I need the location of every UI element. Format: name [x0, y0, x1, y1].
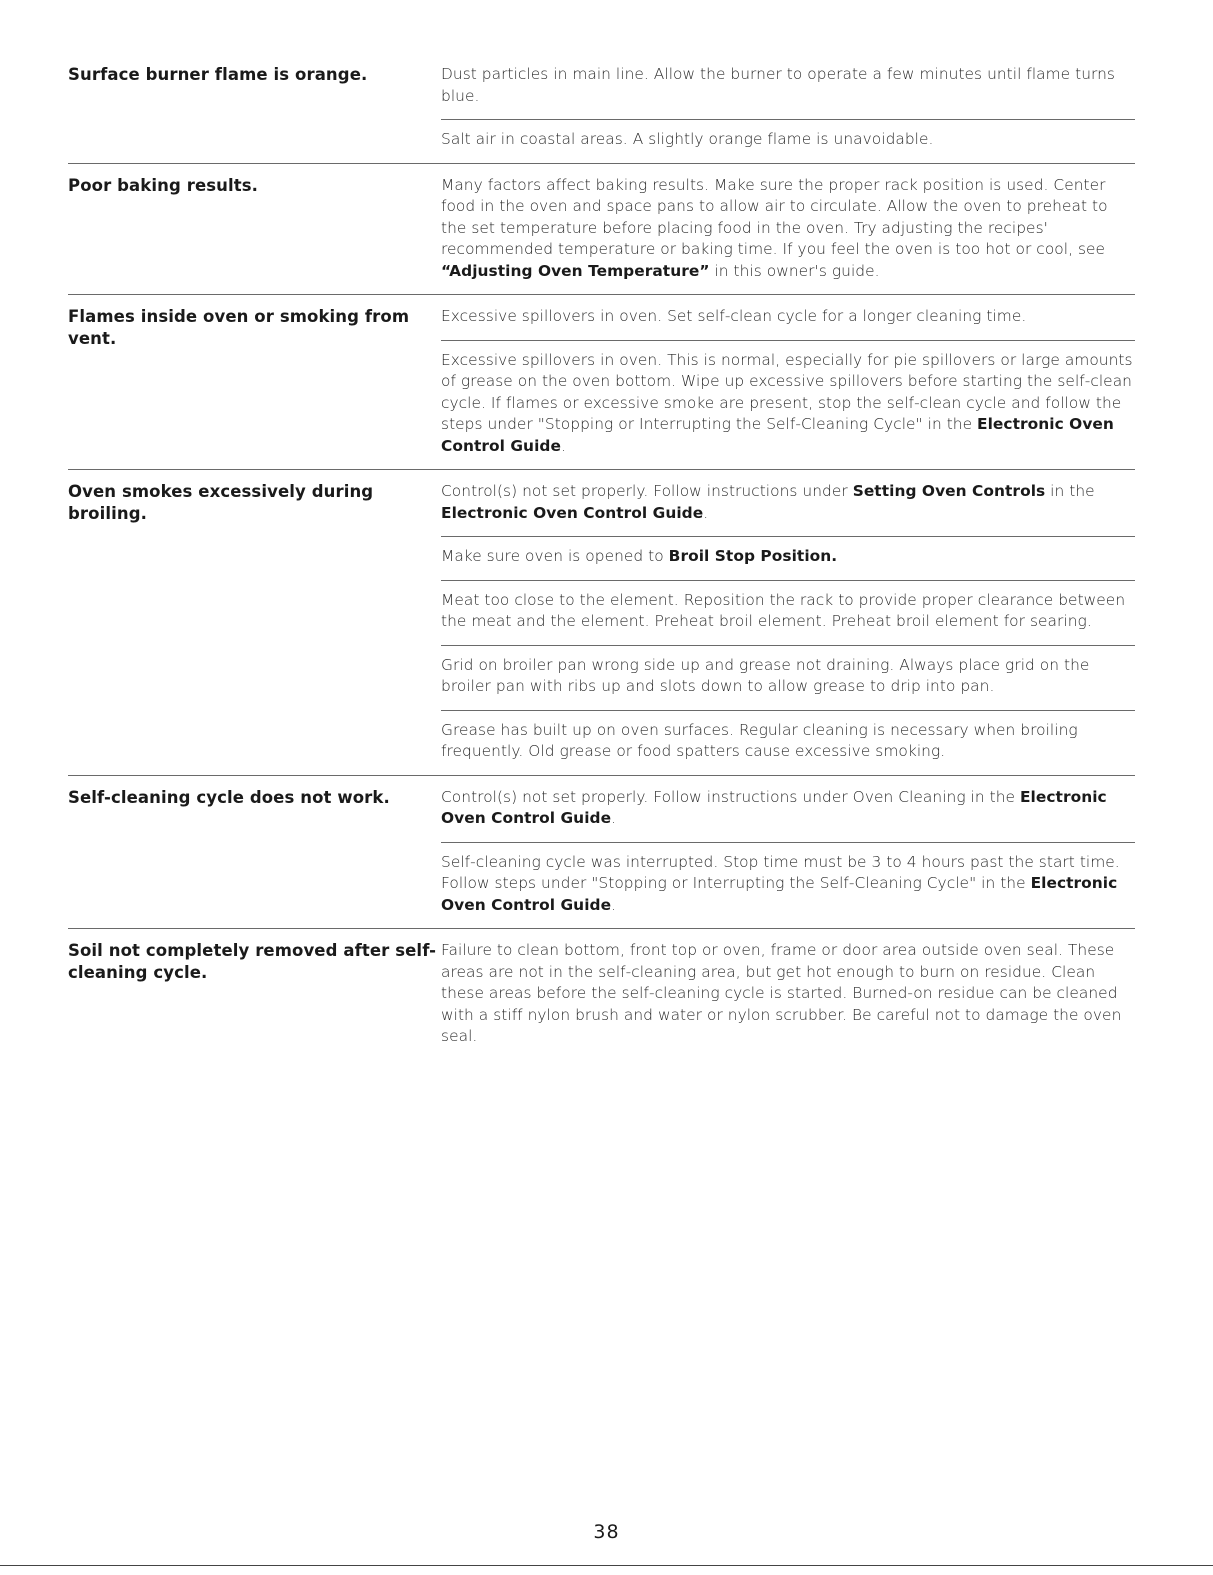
causes-list: [441, 940, 1135, 1060]
table-row: [68, 787, 1135, 930]
cause-item: Dust particles in main line. Allow the burner to operate a few minutes until flame turns blue.: [441, 64, 1135, 120]
table-row: [68, 940, 1135, 1060]
cause-item: Many factors affect baking results. Make sure the proper rack position is used. Center food in the oven and space pans to allow air to circulate. Allow the oven to preheat to the set temperature before placing food in the oven. Try adjusting the recipes' recommended temperature or baking time. If you feel the oven is too hot or cool, see “Adjusting Oven Temperature” in this owner's guide.: [441, 175, 1108, 280]
cause-item: Control(s) not set properly. Follow instructions under Setting Oven Controls in the Electronic Oven Control Guide.: [441, 481, 1135, 537]
problem-label: Surface burner flame is orange.: [68, 65, 368, 84]
problem-label: Self-cleaning cycle does not work.: [68, 787, 390, 807]
table-row: [68, 306, 1135, 470]
cause-item: Excessive spillovers in oven. This is normal, especially for pie spillovers or large amounts of grease on the oven bottom. Wipe up excessive spillovers before starting the self-clean cycle. If flames or excessive smoke are present, stop the self-clean cycle and follow the steps under "Stopping or Interrupting the Self-Cleaning Cycle" in the Electronic Oven Control Guide.: [441, 350, 1133, 455]
cause-item: Salt air in coastal areas. A slightly orange flame is unavoidable.: [441, 130, 934, 148]
cause-item: Make sure oven is opened to Broil Stop Position.: [441, 546, 1135, 581]
cause-item: Self-cleaning cycle was interrupted. Stop time must be 3 to 4 hours past the start time. Follow steps under "Stopping or Interrupting the Self-Cleaning Cycle" in the Electronic Oven Control Guide.: [441, 852, 1120, 914]
cause-item: Excessive spillovers in oven. Set self-clean cycle for a longer cleaning time.: [441, 306, 1135, 341]
problem-label: Oven smokes excessively during broiling.: [68, 482, 374, 523]
cause-item: Control(s) not set properly. Follow instructions under Oven Cleaning in the Electronic Oven Control Guide.: [441, 787, 1135, 843]
cause-item: Failure to clean bottom, front top or oven, frame or door area outside oven seal. These areas are not in the self-cleaning area, but get hot enough to burn on residue. Clean these areas before the self-cleaning cycle is started. Burned-on residue can be cleaned with a stiff nylon brush and water or nylon scrubber. Be careful not to damage the oven seal.: [441, 941, 1122, 1045]
causes-list: [441, 306, 1135, 469]
causes-list: [441, 481, 1135, 775]
problem-label: Soil not completely removed after self-cleaning cycle.: [68, 941, 437, 982]
problem-label: Poor baking results.: [68, 175, 259, 195]
causes-list: [441, 64, 1135, 163]
cause-item: Grid on broiler pan wrong side up and grease not draining. Always place grid on the broiler pan with ribs up and slots down to allow grease to drip into pan.: [441, 655, 1135, 711]
causes-list: [441, 787, 1135, 929]
cause-item: Grease has built up on oven surfaces. Regular cleaning is necessary when broiling frequently. Old grease or food spatters cause excessive smoking.: [441, 720, 1078, 760]
page-bottom-rule: [0, 1565, 1213, 1566]
table-row: [68, 64, 1135, 164]
cause-item: Meat too close to the element. Reposition the rack to provide proper clearance between the meat and the element. Preheat broil element. Preheat broil element for searing.: [441, 590, 1135, 646]
page-number: 38: [593, 1521, 620, 1543]
table-row: [68, 481, 1135, 776]
table-row: [68, 175, 1135, 296]
problem-label: Flames inside oven or smoking from vent.: [68, 307, 410, 348]
causes-list: [441, 175, 1135, 295]
troubleshooting-table: [68, 64, 1135, 1071]
